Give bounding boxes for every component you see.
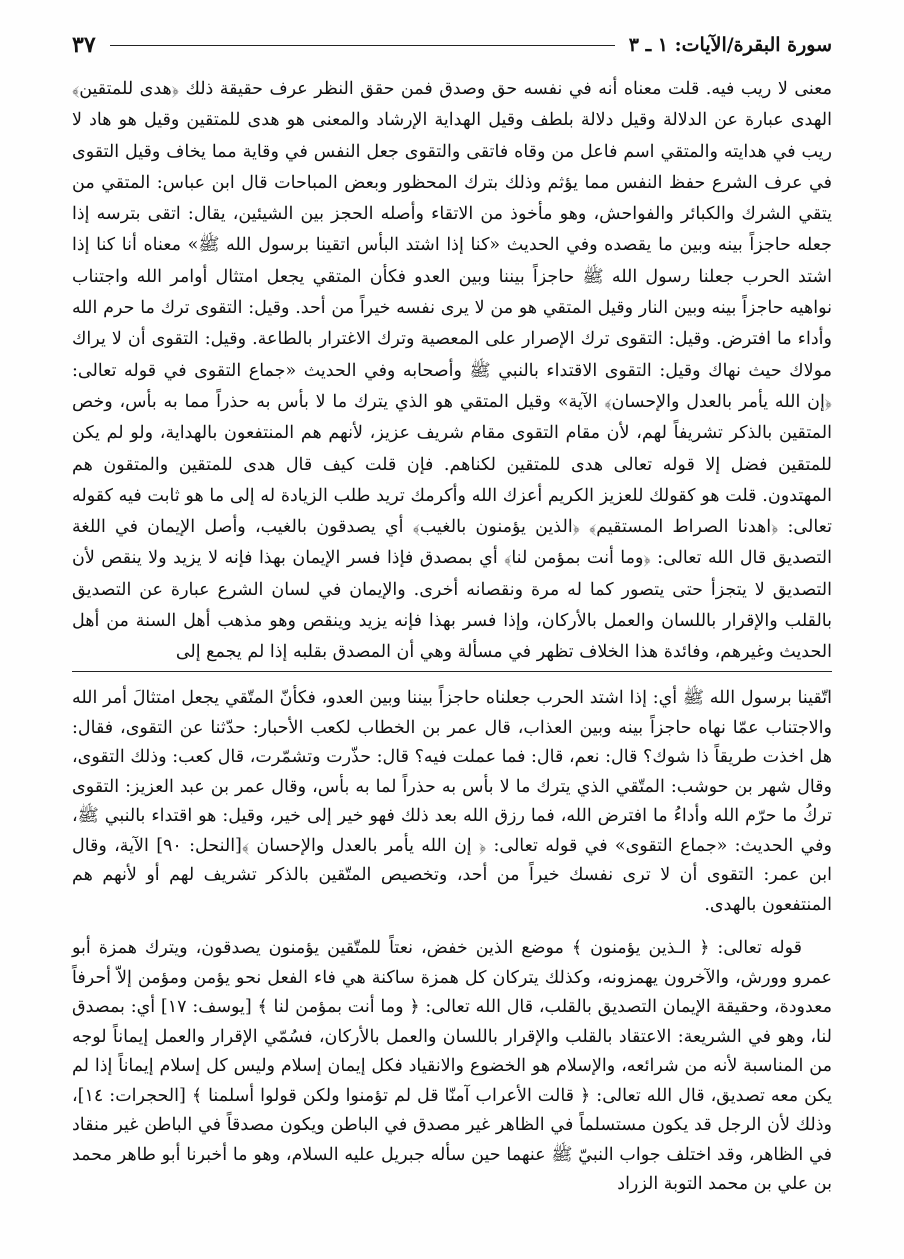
footnote-separator (72, 671, 832, 672)
header-rule (110, 45, 615, 46)
running-title: سورة البقرة/الآيات: ١ ـ ٣ (628, 34, 832, 56)
main-paragraph: معنى لا ريب فيه. قلت معناه أنه في نفسه حق وصدق فمن حقق النظر عرف حقيقة ذلك ﴿هدى للمتقين﴾ الهدى عبارة عن الدلالة وقيل دلالة بلطف وقيل الهداية الإرشاد والمعنى هو هدى للمتقين وقيل هو هاد لا ريب في هدايته والمتقي اسم فاعل من وقاه فاتقى والتقوى جعل النفس في وقاية مما يخاف وقيل التقوى في عرف الشرع حفظ النفس مما يؤثم وذلك بترك المحظور وبعض المباحات قال ابن عباس: المتقي من يتقي الشرك والكبائر والفواحش، وهو مأخوذ من الاتقاء وأصله الحجز بين الشيئين، يقال: اتقى بترسه إذا جعله حاجزاً بينه وبين ما يقصده وفي الحديث «كنا إذا اشتد البأس اتقينا برسول الله ﷺ» معناه أنا كنا إذا اشتد الحرب جعلنا رسول الله ﷺ حاجزاً بيننا وبين العدو فكأن المتقي يجعل امتثال أوامر الله واجتناب نواهيه حاجزاً بينه وبين النار وقيل المتقي هو من لا يرى نفسه خيراً من أحد. وقيل: التقوى ترك ما حرم الله وأداء ما افترض. وقيل: التقوى ترك الإصرار على المعصية وترك الاغترار بالطاعة. وقيل: التقوى أن لا يراك مولاك حيث نهاك وقيل: التقوى الاقتداء بالنبي ﷺ وأصحابه وفي الحديث «جماع التقوى في قوله تعالى: ﴿إن الله يأمر بالعدل والإحسان﴾ الآية» وقيل المتقي هو الذي يترك ما لا بأس به حذراً مما به بأس، وخص المتقين بالذكر تشريفاً لهم، لأن مقام التقوى مقام شريف عزيز، لأنهم هم المنتفعون بالهداية، ولو لم يكن للمتقين فضل إلا قوله تعالى هدى للمتقين لكناهم. فإن قلت كيف قال هدى للمتقين والمتقون هم المهتدون. قلت هو كقولك للعزيز الكريم أعزك الله وأكرمك تريد طلب الزيادة له إلى ما هو ثابت فيه كقوله تعالى: ﴿اهدنا الصراط المستقيم﴾ ﴿الذين يؤمنون بالغيب﴾ أي يصدقون بالغيب، وأصل الإيمان في اللغة التصديق قال الله تعالى: ﴿وما أنت بمؤمن لنا﴾ أي بمصدق فإذا فسر الإيمان بهذا فإنه لا يزيد ولا ينقص لأن التصديق لا يتجزأ حتى يتصور كما له مرة ونقصانه أخرى. والإيمان في لسان الشرع عبارة عن التصديق بالقلب والإقرار باللسان والعمل بالأركان، وإذا فسر بهذا فإنه يزيد وينقص وهو مذهب أهل السنة من أهل الحديث وغيرهم، وفائدة هذا الخلاف تظهر في مسألة وهي أن المصدق بقلبه إذا لم يجمع إلى (72, 79, 832, 663)
footnote-paragraph-1: اتّقينا برسول الله ﷺ أي: إذا اشتد الحرب جعلناه حاجزاً بيننا وبين العدو، فكأنّ المتّقي يجعل امتثالَ أمر الله والاجتناب عمّا نهاه حاجزاً بينه وبين العذاب، قال عمر بن الخطاب لكعب الأحبار: حدّثنا عن التقوى، فقال: هل اخذت طريقاً ذا شوك؟ قال: نعم، قال: فما عملت فيه؟ قال: حذّرت وتشمّرت، قال كعب: وذلك التقوى، وقال شهر بن حوشب: المتّقي الذي يترك ما لا بأس به حذراً لما به بأس، وقال عمر بن عبد العزيز: التقوى تركُ ما حرّم الله وأداءُ ما افترض الله، فما رزق الله بعد ذلك فهو خير إلى خير، وقيل: هو اقتداء بالنبي ﷺ، وفي الحديث: «جماع التقوى» في قوله تعالى: ﴿ إن الله يأمر بالعدل والإحسان ﴾[النحل: ٩٠] الآية، وقال ابن عمر: التقوى أن لا ترى نفسك خيراً من أحد، وتخصيص المتّقين بالذكر تشريف لهم أو لأنهم هم المنتفعون بالهدى. (72, 688, 832, 915)
footnotes (72, 684, 832, 1200)
main-text (72, 74, 832, 669)
page-header (72, 30, 832, 60)
footnote-paragraph-2: قوله تعالى: ﴿ الـذين يؤمنون ﴾ موضع الذين خفض، نعتاً للمتّقين يؤمنون يصدقون، ويترك همزة أبو عمرو وورش، والآخرون يهمزونه، وكذلك يتركان كل همزة ساكنة هي فاء الفعل نحو يؤمن ومؤمن إلاّ أحرفاً معدودة، وحقيقة الإيمان التصديق بالقلب، قال الله تعالى: ﴿ وما أنت بمؤمن لنا ﴾ [يوسف: ١٧] أي: بمصدق لنا، وهو في الشريعة: الاعتقاد بالقلب والإقرار باللسان والعمل بالأركان، فسُمّي الإقرار والعمل إيماناً لوجه من المناسبة لأنه من شرائعه، والإسلام هو الخضوع والانقياد فكل إيمان إسلام وليس كل إسلام إيماناً إذا لم يكن معه تصديق، قال الله تعالى: ﴿ قالت الأعراب آمنّا قل لم تؤمنوا ولكن قولوا أسلمنا ﴾ [الحجرات: ١٤]، وذلك لأن الرجل قد يكون مستسلماً في الظاهر غير مصدق في الباطن ويكون مصدقاً في الباطن غير منقاد في الظاهر، وقد اختلف جواب النبيّ ﷺ عنهما حين سأله جبريل عليه السلام، وهو ما أخبرنا أبو طاهر محمد بن علي بن محمد التوبة الزراد (72, 938, 832, 1194)
page-number: ٣٧ (72, 32, 96, 58)
